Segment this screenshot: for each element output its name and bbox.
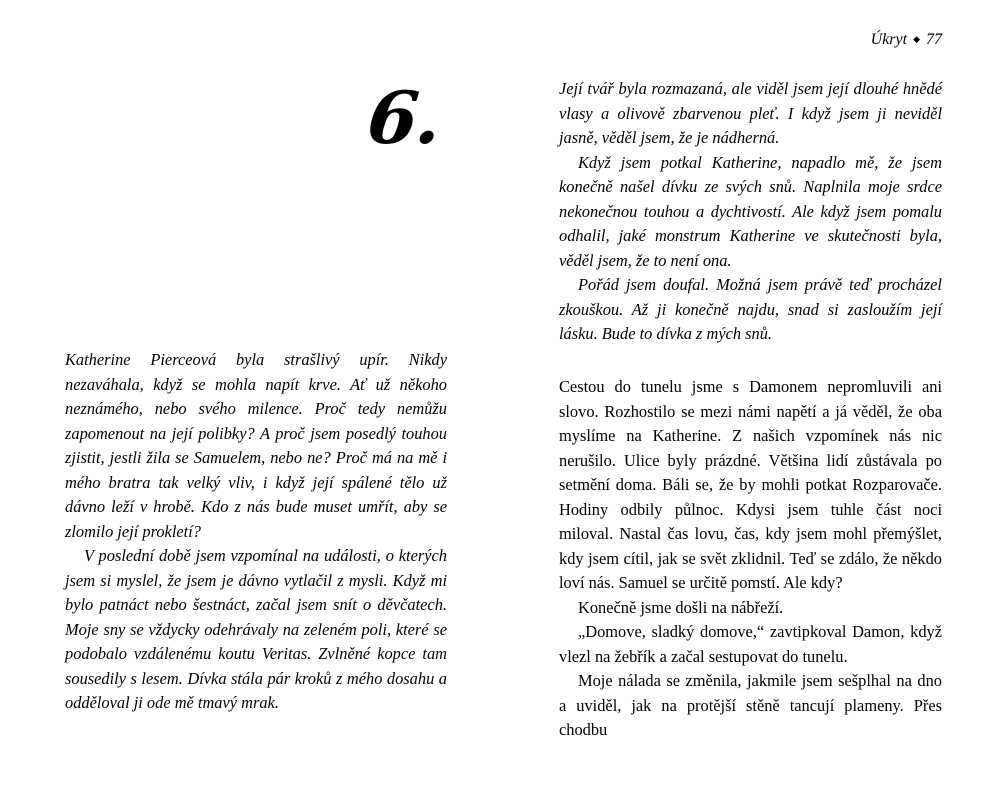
diamond-separator-icon: ◆ [913, 34, 920, 44]
paragraph: Její tvář byla rozmazaná, ale viděl jsem její dlouhé hnědé vlasy a olivově zbarvenou pleť. I když jsem ji neviděl jasně, věděl jsem, že je nádherná. [559, 79, 942, 147]
running-header [871, 30, 942, 51]
paragraph: Moje nálada se změnila, jakmile jsem sešplhal na dno a uviděl, jak na protější stěně tancují plameny. Přes chodbu [559, 671, 942, 739]
paragraph: „Domove, sladký domove,“ zavtipkoval Damon, když vlezl na žebřík a začal sestupovat do tunelu. [559, 622, 942, 666]
paragraph: Pořád jsem doufal. Možná jsem právě teď procházel zkouškou. Až ji konečně najdu, snad si zasloužím její lásku. Bude to dívka z mých snů. [559, 275, 942, 343]
paragraph: Katherine Pierceová byla strašlivý upír. Nikdy nezaváhala, když se mohla napít krve. Ať už někoho neznámého, nebo svého milence. Proč tedy nemůžu zapomenout na její polibky? A proč jsem posedlý touhou zjistit, jestli žila se Samuelem, nebo ne? Proč má na mě i mého bratra tak velký vliv, i když její spálené tělo už dávno leží v hrobě. Kdo z nás bude muset umřít, aby se zlomilo její prokletí? [65, 350, 447, 541]
right-italic-text [559, 77, 942, 347]
paragraph: V poslední době jsem vzpomínal na události, o kterých jsem si myslel, že jsem je dávno vytlačil z mysli. Když mi bylo patnáct nebo šestnáct, začal jsem snít o děvčatech. Moje sny se vždycky odehrávaly na zeleném poli, které se podobalo vzdálenému koutu Veritas. Zvlněné kopce tam sousedily s lesem. Dívka stála pár kroků z mého dosahu a odděloval ji ode mě tmavý mrak. [65, 546, 447, 712]
paragraph: Když jsem potkal Katherine, napadlo mě, že jsem konečně našel dívku ze svých snů. Naplnila moje srdce nekonečnou touhou a dychtivostí. Ale když jsem pomalu odhalil, jaké monstrum Katherine ve skutečnosti byla, věděl jsem, že to není ona. [559, 152, 942, 270]
paragraph: Cestou do tunelu jsme s Damonem nepromluvili ani slovo. Rozhostilo se mezi námi napětí a já věděl, že oba myslíme na Katherine. Z našich vzpomínek nás nic nerušilo. Ulice byly prázdné. Většina lidí zůstávala po setmění doma. Báli se, že by mohli potkat Rozparovače. Hodiny odbily půlnoc. Kdysi jsem tuhle část noci miloval. Nastal čas lovu, čas, kdy jsem mohl přemýšlet, kdy jsem cítil, jak se svět zklidnil. Teď se zdálo, že někdo loví nás. Samuel se určitě pomstí. Ale kdy? [559, 377, 942, 592]
left-body-text [65, 348, 447, 716]
running-title: Úkryt [870, 31, 908, 48]
page-number: 77 [926, 31, 942, 48]
right-page [502, 0, 1005, 800]
paragraph: Konečně jsme došli na nábřeží. [578, 597, 784, 617]
chapter-number: 6. [363, 75, 444, 160]
left-page [0, 0, 502, 800]
right-body-text [559, 375, 942, 743]
